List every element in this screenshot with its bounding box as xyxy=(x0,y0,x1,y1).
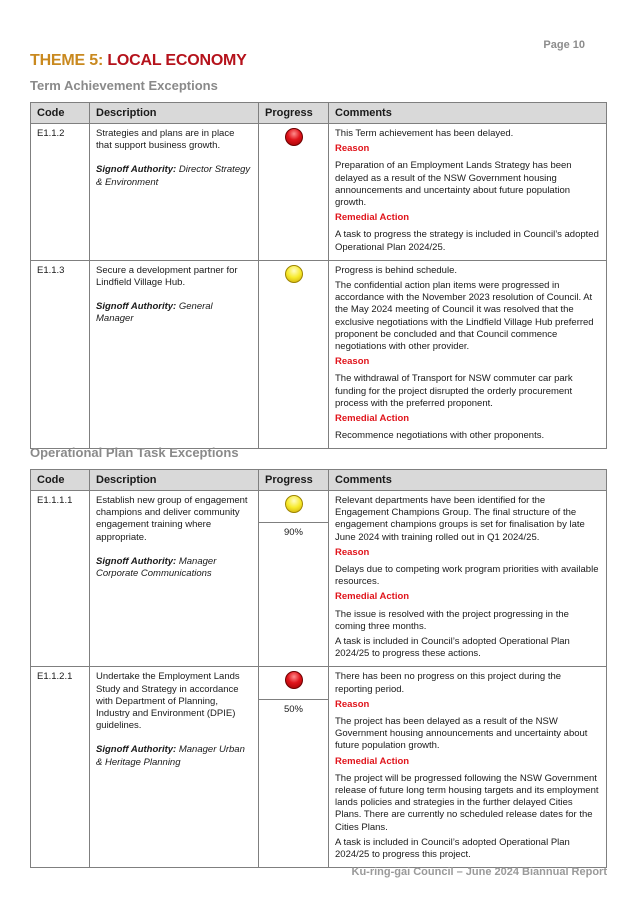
row-code: E1.1.2 xyxy=(31,124,90,261)
description-text: Strategies and plans are in place that support business growth. xyxy=(96,128,235,152)
term-exceptions-table xyxy=(30,102,607,449)
header-comments: Comments xyxy=(329,470,607,491)
row-progress xyxy=(259,124,329,261)
remedial-label: Remedial Action xyxy=(335,755,410,767)
signoff-authority: Signoff Authority: Manager Corporate Communications xyxy=(96,555,217,580)
row-description xyxy=(90,260,259,449)
signoff-authority: Signoff Authority: General Manager xyxy=(96,301,213,325)
table-row xyxy=(31,491,607,667)
reason-label: Reason xyxy=(335,698,370,710)
reason-text: The withdrawal of Transport for NSW commuter car park funding for the project disrupted the orderly procurement process with the preferred proponent. xyxy=(335,373,573,409)
status-detail: The confidential action plan items were progressed in accordance with the November 2023 resolution of Council. At the May 2024 meeting of Council it was resolved that the exclusive negotiations with the Lindfield Village Hub preferred proponent be concluded and that Council commence negotiations with other provider. xyxy=(335,280,594,353)
reason-text: Preparation of an Employment Lands Strategy has been delayed as a result of the NSW Government housing announcements and uncertainty about future population growth. xyxy=(335,160,572,209)
status-yellow-icon xyxy=(285,495,303,513)
status-yellow-icon xyxy=(285,265,303,283)
header-code: Code xyxy=(31,470,90,491)
row-code: E1.1.1.1 xyxy=(31,491,90,667)
description-text: Secure a development partner for Lindfield Village Hub. xyxy=(96,264,238,289)
remedial-text: A task to progress the strategy is included in Council’s adopted Operational Plan 2024/25. xyxy=(335,229,599,253)
row-description xyxy=(90,667,259,868)
term-section-title: Term Achievement Exceptions xyxy=(30,78,218,93)
progress-percent: 50% xyxy=(259,699,328,724)
status-red-icon xyxy=(285,671,303,689)
status-line: Progress is behind schedule. xyxy=(335,264,457,276)
description-text: Undertake the Employment Lands Study and Strategy in accordance with Department of Planning, Industry and Environment (DPIE) guidelines. xyxy=(96,671,240,732)
remedial-text-2: A task is included in Council’s adopted Operational Plan 2024/25 to progress this project. xyxy=(335,836,570,861)
row-comments xyxy=(329,491,607,667)
header-description: Description xyxy=(90,470,259,491)
row-progress xyxy=(259,491,329,667)
header-comments: Comments xyxy=(329,103,607,124)
table-row xyxy=(31,124,607,261)
progress-percent: 90% xyxy=(259,522,328,547)
row-code: E1.1.2.1 xyxy=(31,667,90,868)
row-progress xyxy=(259,667,329,868)
theme-title xyxy=(30,52,247,70)
table-row xyxy=(31,260,607,449)
status-red-icon xyxy=(285,128,303,146)
reason-label: Reason xyxy=(335,143,370,155)
theme-prefix: THEME 5: xyxy=(30,52,104,69)
row-code: E1.1.3 xyxy=(31,260,90,449)
row-comments xyxy=(329,124,607,261)
table-header-row xyxy=(31,470,607,491)
signoff-authority: Signoff Authority: Manager Urban & Heritage Planning xyxy=(96,744,245,768)
ops-section-title: Operational Plan Task Exceptions xyxy=(30,445,239,460)
header-progress: Progress xyxy=(259,103,329,124)
row-comments xyxy=(329,667,607,868)
table-row xyxy=(31,667,607,868)
header-description: Description xyxy=(90,103,259,124)
reason-text: Delays due to competing work program priorities with available resources. xyxy=(335,564,599,588)
header-code: Code xyxy=(31,103,90,124)
row-comments xyxy=(329,260,607,449)
row-progress xyxy=(259,260,329,449)
status-line: There has been no progress on this project during the reporting period. xyxy=(335,671,562,695)
remedial-text: The issue is resolved with the project progressing in the coming three months. xyxy=(335,608,569,632)
reason-label: Reason xyxy=(335,546,370,558)
remedial-label: Remedial Action xyxy=(335,212,410,224)
page-number: Page 10 xyxy=(543,39,585,51)
row-description xyxy=(90,124,259,261)
table-header-row xyxy=(31,103,607,124)
remedial-text: Recommence negotiations with other proponents. xyxy=(335,430,545,442)
reason-text: The project has been delayed as a result of the NSW Government housing announcements and uncertainty about future population growth. xyxy=(335,716,588,752)
signoff-authority: Signoff Authority: Director Strategy & Environment xyxy=(96,164,251,188)
description-text: Establish new group of engagement champions and deliver community engagement training where appropriate. xyxy=(96,495,248,543)
ops-exceptions-table xyxy=(30,469,607,868)
remedial-label: Remedial Action xyxy=(335,413,410,425)
row-description xyxy=(90,491,259,667)
remedial-text-2: A task is included in Council’s adopted Operational Plan 2024/25 to progress these actions. xyxy=(335,636,570,660)
reason-label: Reason xyxy=(335,356,370,368)
theme-name: LOCAL ECONOMY xyxy=(107,52,247,69)
status-line: This Term achievement has been delayed. xyxy=(335,128,514,139)
header-progress: Progress xyxy=(259,470,329,491)
report-footer: Ku-ring-gai Council – June 2024 Biannual Report xyxy=(351,866,607,878)
remedial-text: The project will be progressed following the NSW Government release of future long term housing targets and its employment lands policies and strategies in the further delayed Cities Plans. There are currently no scheduled release dates for the Cities Plans. xyxy=(335,772,599,833)
status-line: Relevant departments have been identified for the Engagement Champions Group. The final structure of the engagement champions groups is set for finalisation by late June 2024 with training rolled out in Q1 2024/25. xyxy=(335,495,585,543)
remedial-label: Remedial Action xyxy=(335,591,410,603)
